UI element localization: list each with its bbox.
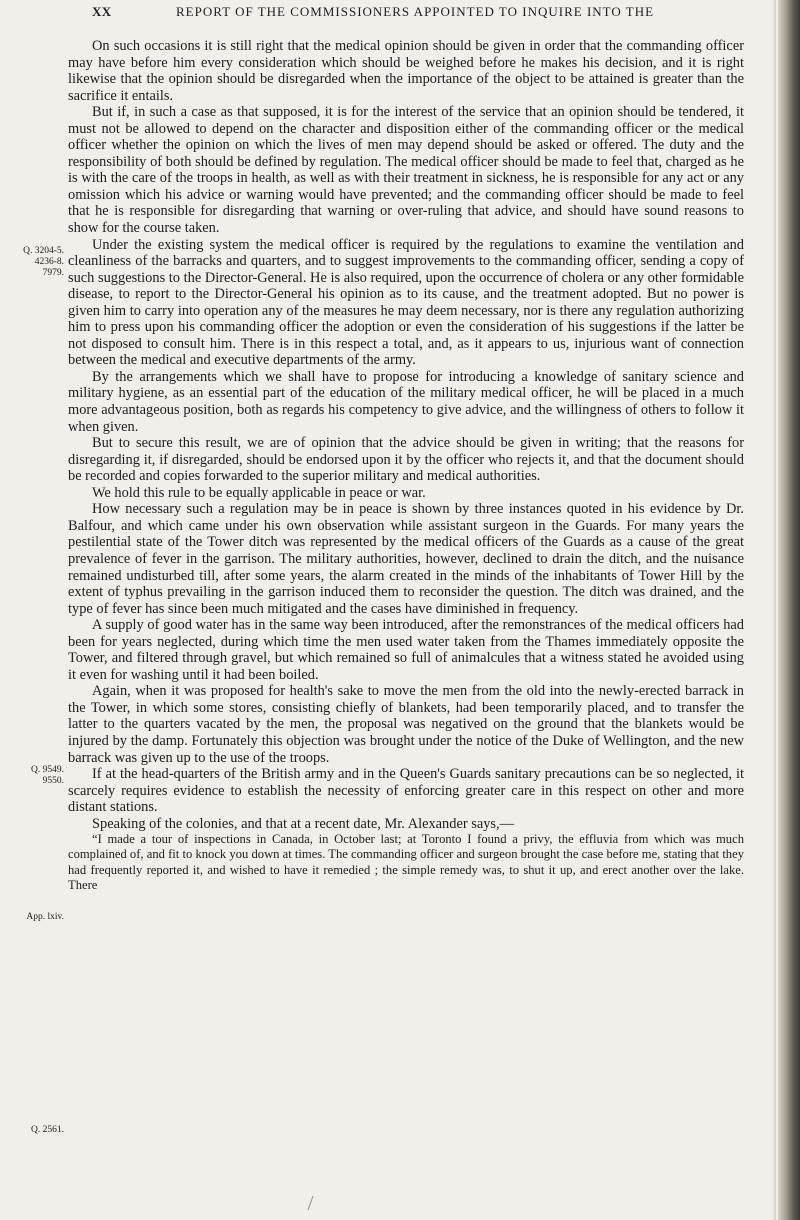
body-text	[68, 38, 744, 893]
paragraph: How necessary such a regulation may be in peace is shown by three instances quoted in his evidence by Dr. Balfour, and which came under his own observation while assistant surgeon in the Guards. For many years the pestilential state of the Tower ditch was represented by the medical officers of the Guards as a cause of the great prevalence of fever in the garrison. The military authorities, however, declined to drain the ditch, and the nuisance remained undisturbed till, after some years, the alarm created in the minds of the inhabitants of Tower Hill by the extent of typhus prevailing in the garrison induced them to reconsider the question. The ditch was drained, and the type of fever has since been much mitigated and the cases have diminished in frequency.	[68, 501, 744, 617]
book-spine-edge	[778, 0, 800, 1220]
page-edge-shadow	[772, 0, 776, 1220]
paragraph: Under the existing system the medical officer is required by the regulations to examine the ventilation and cleanliness of the barracks and quarters, and to suggest improvements to the commanding officer, sending a copy of such suggestions to the Director-General. He is also required, upon the occurrence of cholera or any other formidable disease, to report to the Director-General his opinion as to its cause, and the treatment adopted. But no power is given him to carry into operation any of the measures he may deem necessary, nor is there any regulation authorizing him to press upon his commanding officer the adoption or even the consideration of his suggestions if the latter be not disposed to consult him. There is in this respect a total, and, as it appears to us, injurious want of connection between the medical and executive departments of the army.	[68, 236, 744, 369]
margin-note-line: 9550.	[42, 776, 64, 786]
paragraph: We hold this rule to be equally applicable in peace or war.	[92, 484, 426, 501]
margin-note-line: 4236-8.	[34, 257, 64, 267]
margin-note-line: Q. 3204-5.	[23, 246, 64, 256]
margin-note	[4, 765, 64, 787]
paragraph: But to secure this result, we are of opinion that the advice should be given in writing; that the reasons for disregarding it, if disregarded, should be endorsed upon it by the officer who rejects it, and that the document should be recorded and copies forwarded to the superior military and medical authorities.	[68, 435, 744, 485]
paragraph: On such occasions it is still right that the medical opinion should be given in order that the commanding officer may have before him every consideration which should be weighed before he makes his decision, and it is right likewise that the opinion should be disregarded when the importance of the object to be attained is greater than the sacrifice it entails.	[68, 38, 744, 104]
margin-note-line: Q. 9549.	[31, 765, 64, 775]
page-number: XX	[92, 4, 112, 19]
margin-note	[4, 246, 64, 279]
paragraph: If at the head-quarters of the British army and in the Queen's Guards sanitary precautions can be so neglected, it scarcely requires evidence to establish the necessity of enforcing greater care in this respect on other and more distant stations.	[68, 766, 744, 816]
margin-note	[4, 912, 64, 923]
paragraph: A supply of good water has in the same way been introduced, after the remonstrances of the medical officers had been for years neglected, during which time the men used water taken from the Thames immediately opposite the Tower, and filtered through gravel, but which remained so full of animalcules that a witness stated he avoided using it even for washing until it had been boiled.	[68, 617, 744, 683]
paragraph: Again, when it was proposed for health's sake to move the men from the old into the newly-erected barrack in the Tower, in which some stores, consisting chiefly of blankets, had been temporarily placed, and to transfer the latter to the quarters vacated by the men, the proposal was negatived on the ground that the blankets would be injured by the damp. Fortunately this objection was brought under the notice of the Duke of Wellington, and the new barrack was given up to the use of the troops.	[68, 683, 744, 766]
margin-note-line: App. lxiv.	[26, 912, 64, 922]
paragraph: Speaking of the colonies, and that at a recent date, Mr. Alexander says,—	[92, 815, 514, 832]
margin-note-line: 7979.	[42, 268, 64, 278]
paragraph: But if, in such a case as that supposed, it is for the interest of the service that an opinion should be tendered, it must not be allowed to depend on the character and disposition either of the commanding officer or the medical officer whether the opinion on which the lives of men may depend should be asked or offered. The duty and the responsibility of both should be defined by regulation. The medical officer should be made to feel that, charged as he is with the care of the troops in health, as well as with their treatment in sickness, he is responsible for any act or any omission which his advice or warning would have prevented; and the commanding officer should be made to feel that he is responsible for disregarding that warning or over-ruling that advice, and should have sound reasons to show for the course taken.	[68, 104, 744, 237]
margin-note	[4, 1125, 64, 1136]
margin-note-line: Q. 2561.	[31, 1125, 64, 1135]
quoted-evidence: “I made a tour of inspections in Canada, in October last; at Toronto I found a privy, the effluvia from which was much complained of, and fit to knock you down at times. The commanding officer and surgeon brought the case before me, stating that they had frequently reported it, and wished to have it remedied ; the simple remedy was, to shut it up, and erect another over the lake. There	[68, 832, 744, 892]
stray-pen-mark	[307, 1196, 319, 1210]
page-header	[92, 4, 732, 26]
running-title: REPORT OF THE COMMISSIONERS APPOINTED TO INQUIRE INTO THE	[176, 4, 655, 19]
paragraph: By the arrangements which we shall have to propose for introducing a knowledge of sanitary science and military hygiene, as an essential part of the education of the military medical officer, he will be placed in a much more advantageous position, both as regards his competency to give advice, and the willingness of others to follow it when given.	[68, 368, 744, 435]
